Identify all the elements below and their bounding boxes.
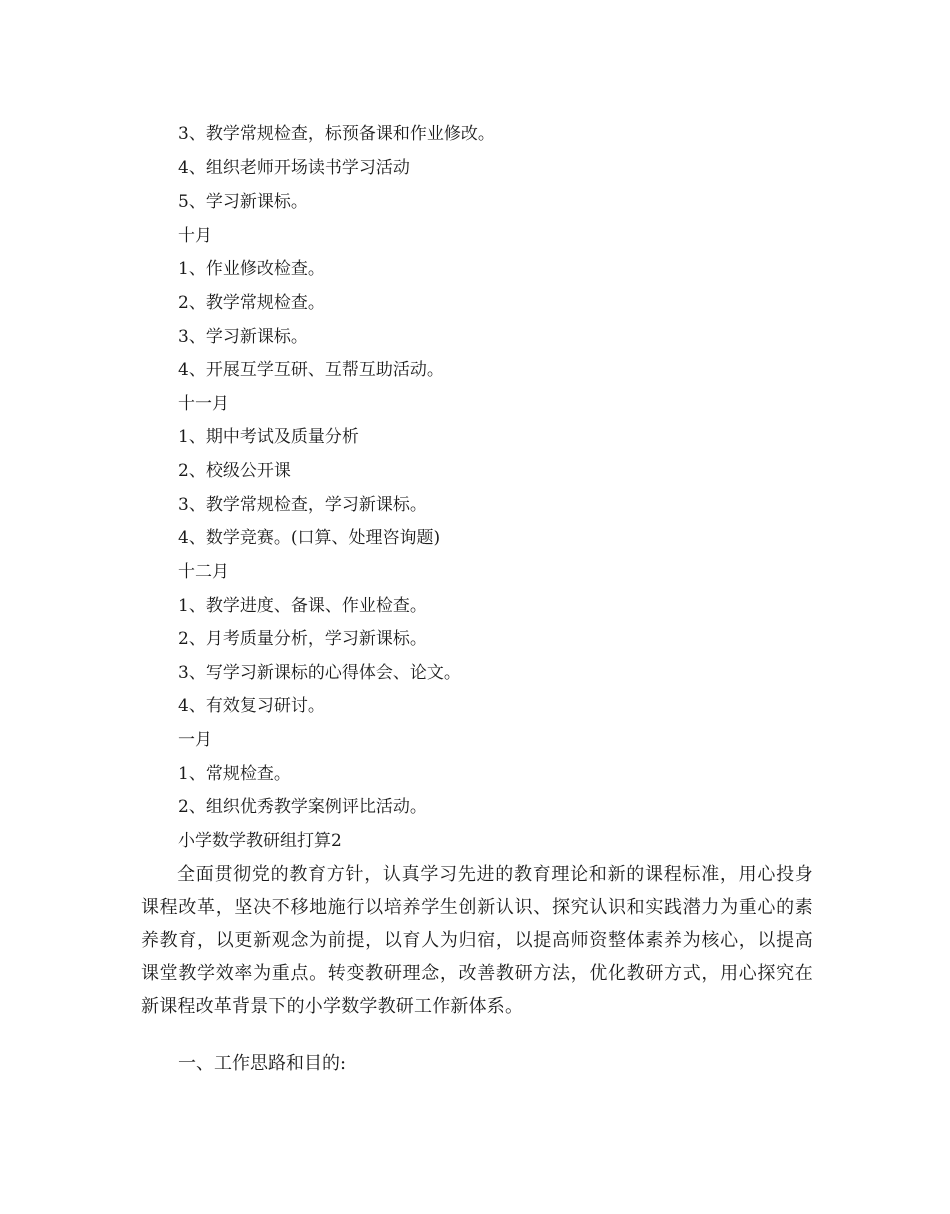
section-title: 小学数学教研组打算2 bbox=[178, 831, 342, 851]
list-item: 2、校级公开课 bbox=[178, 461, 291, 481]
list-item: 1、作业修改检查。 bbox=[178, 259, 325, 279]
section-heading: 一、工作思路和目的: bbox=[178, 1053, 347, 1074]
list-item: 4、数学竞赛。(口算、处理咨询题) bbox=[178, 528, 441, 548]
list-item: 2、月考质量分析，学习新课标。 bbox=[178, 629, 427, 649]
month-heading: 十二月 bbox=[178, 562, 229, 582]
list-item: 2、组织优秀教学案例评比活动。 bbox=[178, 797, 427, 817]
month-heading: 十月 bbox=[178, 226, 212, 246]
list-item: 4、组织老师开场读书学习活动 bbox=[178, 158, 410, 178]
list-item: 1、教学进度、备课、作业检查。 bbox=[178, 596, 427, 616]
list-item: 4、有效复习研讨。 bbox=[178, 696, 325, 716]
body-paragraph: 全面贯彻党的教育方针，认真学习先进的教育理论和新的课程标准，用心投身课程改革，坚决不移地施行以培养学生创新认识、探究认识和实践潜力为重心的素养教育，以更新观念为前提，以育人为归宿，以提高师资整体素养为核心，以提高课堂教学效率为重点。转变教研理念，改善教研方法，优化教研方式，用心探究在新课程改革背景下的小学数学教研工作新体系。 bbox=[141, 864, 813, 1017]
list-item: 3、教学常规检查，标预备课和作业修改。 bbox=[178, 124, 495, 144]
month-heading: 一月 bbox=[178, 730, 212, 750]
list-item: 5、学习新课标。 bbox=[178, 192, 308, 212]
list-item: 2、教学常规检查。 bbox=[178, 293, 325, 313]
list-item: 4、开展互学互研、互帮互助活动。 bbox=[178, 360, 444, 380]
list-item: 3、学习新课标。 bbox=[178, 327, 308, 347]
list-item: 1、期中考试及质量分析 bbox=[178, 427, 359, 447]
list-item: 3、写学习新课标的心得体会、论文。 bbox=[178, 663, 461, 683]
list-item: 3、教学常规检查，学习新课标。 bbox=[178, 495, 427, 515]
month-heading: 十一月 bbox=[178, 394, 229, 414]
list-item: 1、常规检查。 bbox=[178, 764, 291, 784]
